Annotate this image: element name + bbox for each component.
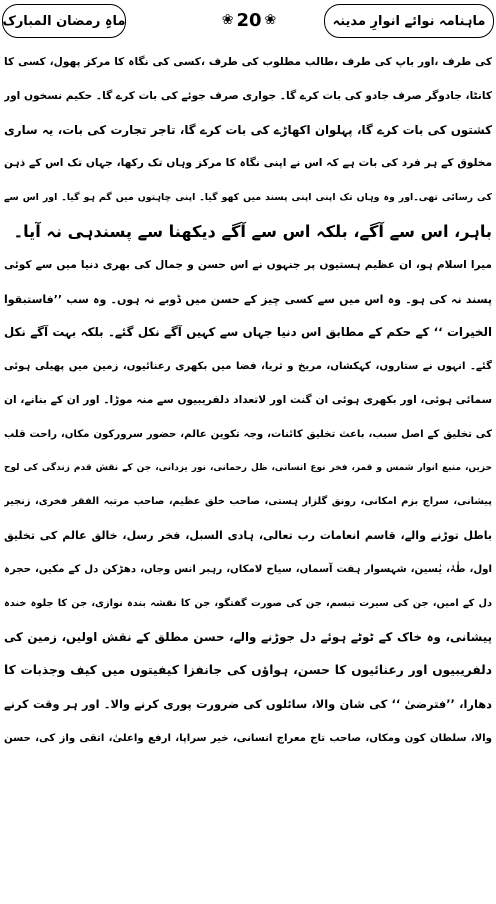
- text-line: کی تخلیق کے اصل سبب، باعث تخلیق کائنات، وجہ تکوین عالم، حضور سرورکون مکاں، راحت قلب: [4, 428, 492, 440]
- magazine-title: ماہنامہ نوائے انوارِ مدینہ: [324, 4, 494, 38]
- text-line: دلفریبیوں اور رعنائیوں کا حسن، ہواؤں کی جانفزا کیفیتوں میں کیف وجذبات کا: [4, 663, 492, 678]
- text-line: کی طرف ،اور باپ کی طرف ،طالب مطلوب کی طرف ،کسی کی نگاہ کا مرکز پھول، کسی کا: [4, 56, 492, 68]
- text-line: باہر، اس سے آگے، بلکہ اس سے آگے دیکھنا سے پسندہی نہ آیا۔: [13, 221, 492, 241]
- text-line: پیشانی، وہ خاک کے ٹوٹے ہوئے دل جوڑنے والے، حسن مطلق کے نقش اولیں، زمین کی: [4, 629, 492, 644]
- text-line: والا، سلطان کون ومکاں، صاحب تاج معراج انسانی، خیر سراپا، ارفع واعلیٰ، اتقی واز کی، حسن: [4, 732, 492, 744]
- page-number: 20: [236, 9, 262, 31]
- text-line: سمائی ہوئی، اور بکھری ہوئی ان گنت اور لاتعداد دلفریبیوں سے منہ موڑا۔ اور ان کے بنانے، ان: [4, 393, 492, 406]
- ornament-left-icon: ❀: [221, 12, 234, 28]
- article-body: [4, 46, 492, 900]
- text-line: مخلوق کے ہر فرد کی بات ہے کہ اس نے اپنی نگاہ کا مرکز وہاں تک رکھا، جہاں تک اس کے ذہن: [4, 157, 492, 170]
- ornament-right-icon: ❀: [264, 12, 277, 28]
- text-line: کانٹا، جادوگر صرف جادو کی بات کرے گا۔ جواری صرف جوئے کی بات کرے گا۔ حکیم نسخوں اور: [4, 89, 492, 102]
- text-line: میرا اسلام ہو، ان عظیم ہستیوں پر جنہوں نے اس حسن و جمال کی بھری دنیا میں سے کوئی: [4, 258, 492, 271]
- page-number-badge: [206, 6, 292, 34]
- text-line: دھارا، ’’فترضیٰ ‘‘ کی شان والا، سائلوں کی ضرورت پوری کرنے والا۔ اور ہر وقت کرنے: [4, 697, 492, 712]
- page-header: [0, 0, 496, 40]
- text-line: کشتوں کی بات کرے گا، پہلوان اکھاڑے کی بات کرے گا، تاجر تجارت کی بات، یہ ساری: [4, 122, 492, 137]
- text-line: پیشانی، سراج بزم امکانی، رونق گلزار ہستی، صاحب خلق عظیم، صاحب مرتبہ الفقر فخری، زنجیر: [4, 496, 492, 508]
- text-line: کی رسائی تھی۔اور وہ وہاں تک اپنی اپنی پسند میں کھو گیا۔ اپنی چاہتوں میں گم ہو گیا۔ اور اس سے: [4, 192, 492, 204]
- month-title: ماہِ رمضان المبارک: [2, 4, 126, 38]
- text-line: الخیرات ‘‘ کے حکم کے مطابق اس دنیا جہاں سے کہیں آگے نکل گئے۔ بلکہ بہت آگے نکل: [4, 325, 492, 340]
- text-line: اول، طٰہٰ، یٰسین، شہسوار ہفت آسماں، سیاح لامکاں، رہبر انس وجاں، دھڑکن دل کے مکیں، حجرہ: [4, 563, 492, 575]
- text-line: پسند نہ کی ہو۔ وہ اس میں سے کسی چیز کے حسن میں ڈوبے نہ ہوں۔ وہ سب ’’فاستبقوا: [4, 292, 492, 306]
- text-line: حزیں، منبع انوار شمس و قمر، فخر نوع انسانی، ظل رحمانی، نور یزدانی، جن کے نقش قدم زندگی کی لوح: [4, 462, 492, 473]
- text-line: دل کے امیں، جن کی سیرت تبسم، جن کی صورت گفتگو، جن کا نقشہ بندہ نوازی، جن کا جلوہ خندہ: [4, 597, 492, 609]
- text-line: گئے۔ انہوں نے ستاروں، کہکشاں، مریخ و ثریا، فضا میں بکھری رعنائیوں، زمین میں پھیلی ہوئی: [4, 361, 492, 373]
- text-line: باطل توڑنے والے، قاسم انعامات رب تعالی، ہادی السبل، فخر رسل، خالق عالم کی تخلیق: [4, 529, 492, 543]
